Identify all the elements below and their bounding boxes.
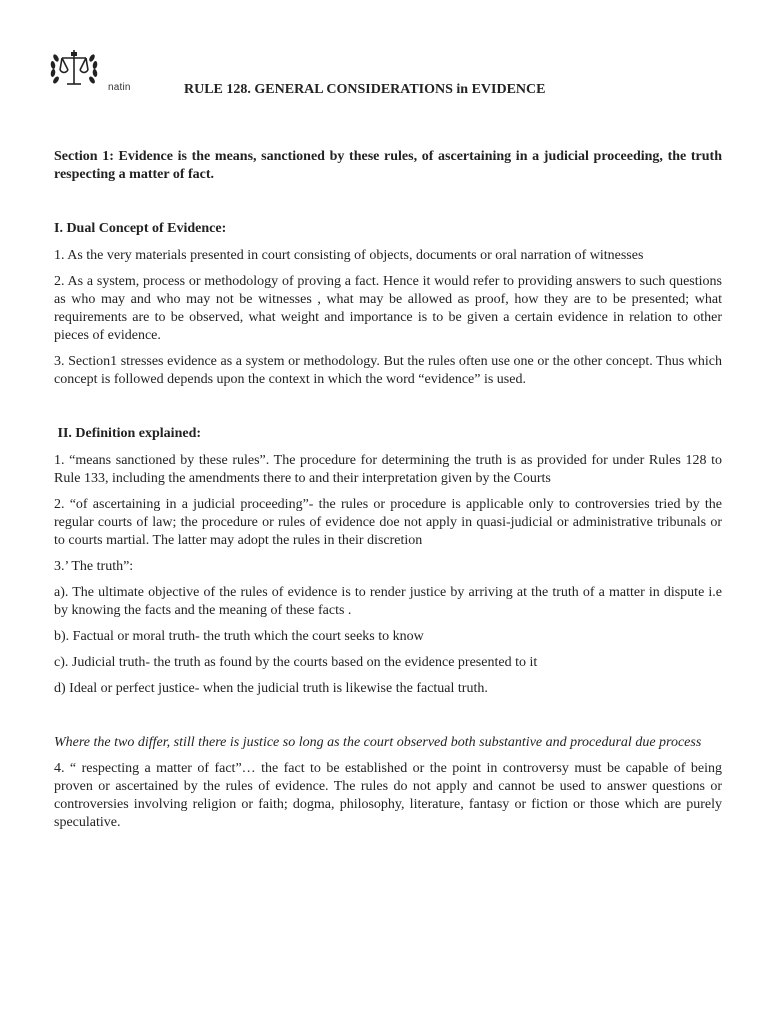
part-2-item-1: 1. “means sanctioned by these rules”. The procedure for determining the truth is as provided for under Rules 128 to Rule 133, including the amendments there to and their interpretation given by the Courts (54, 453, 722, 486)
part-1-item-3: 3. Section1 stresses evidence as a system or methodology. But the rules often use one or the other concept. Thus which concept is followed depends upon the context in which the word “evidence” is used. (54, 354, 722, 387)
part-2-item-c: c). Judicial truth- the truth as found by the courts based on the evidence presented to it (54, 655, 538, 670)
italic-note: Where the two differ, still there is justice so long as the court observed both substantive and procedural due process (54, 735, 702, 750)
section-1-statement: Section 1: Evidence is the means, sanctioned by these rules, of ascertaining in a judicial proceeding, the truth respecting a matter of fact. (54, 149, 722, 182)
part-2-item-2: 2. “of ascertaining in a judicial proceeding”- the rules or procedure is applicable only to controversies tried by the regular courts of law; the procedure or rules of evidence doe not apply in quasi-judicial or administrative tribunals or to courts martial. The latter may adopt the rules in their discretion (54, 497, 722, 548)
part-1-item-2: 2. As a system, process or methodology of proving a fact. Hence it would refer to providing answers to such questions as who may and who may not be witnesses , what may be allowed as proof, how they are to be presented; what requirements are to be observed, what weight and importance is to be given a certain evidence in relation to other pieces of evidence. (54, 274, 722, 343)
logo-text: natin (108, 82, 131, 93)
scales-of-justice-logo (46, 44, 131, 96)
part-2-heading: II. Definition explained: (54, 426, 202, 441)
part-2-item-3: 3.’ The truth”: (54, 559, 134, 574)
scales-icon (46, 44, 114, 96)
part-1-item-1: 1. As the very materials presented in court consisting of objects, documents or oral narration of witnesses (54, 248, 644, 263)
part-2-item-4: 4. “ respecting a matter of fact”… the fact to be established or the point in controversy must be capable of being proven or ascertained by the rules of evidence. The rules do not apply and cannot be used to answer questions or controversies involving religion or faith; dogma, philosophy, literature, fantasy or fiction or those which are purely speculative. (54, 761, 722, 830)
part-2-item-d: d) Ideal or perfect justice- when the judicial truth is likewise the factual truth. (54, 681, 488, 696)
part-1-heading: I. Dual Concept of Evidence: (54, 221, 227, 236)
part-2-item-a: a). The ultimate objective of the rules of evidence is to render justice by arriving at the truth of a matter in dispute i.e by knowing the facts and the meaning of these facts . (54, 585, 722, 618)
part-2-item-b: b). Factual or moral truth- the truth which the court seeks to know (54, 629, 424, 644)
document-body (54, 148, 722, 832)
page-title: RULE 128. GENERAL CONSIDERATIONS in EVIDENCE (184, 82, 546, 97)
